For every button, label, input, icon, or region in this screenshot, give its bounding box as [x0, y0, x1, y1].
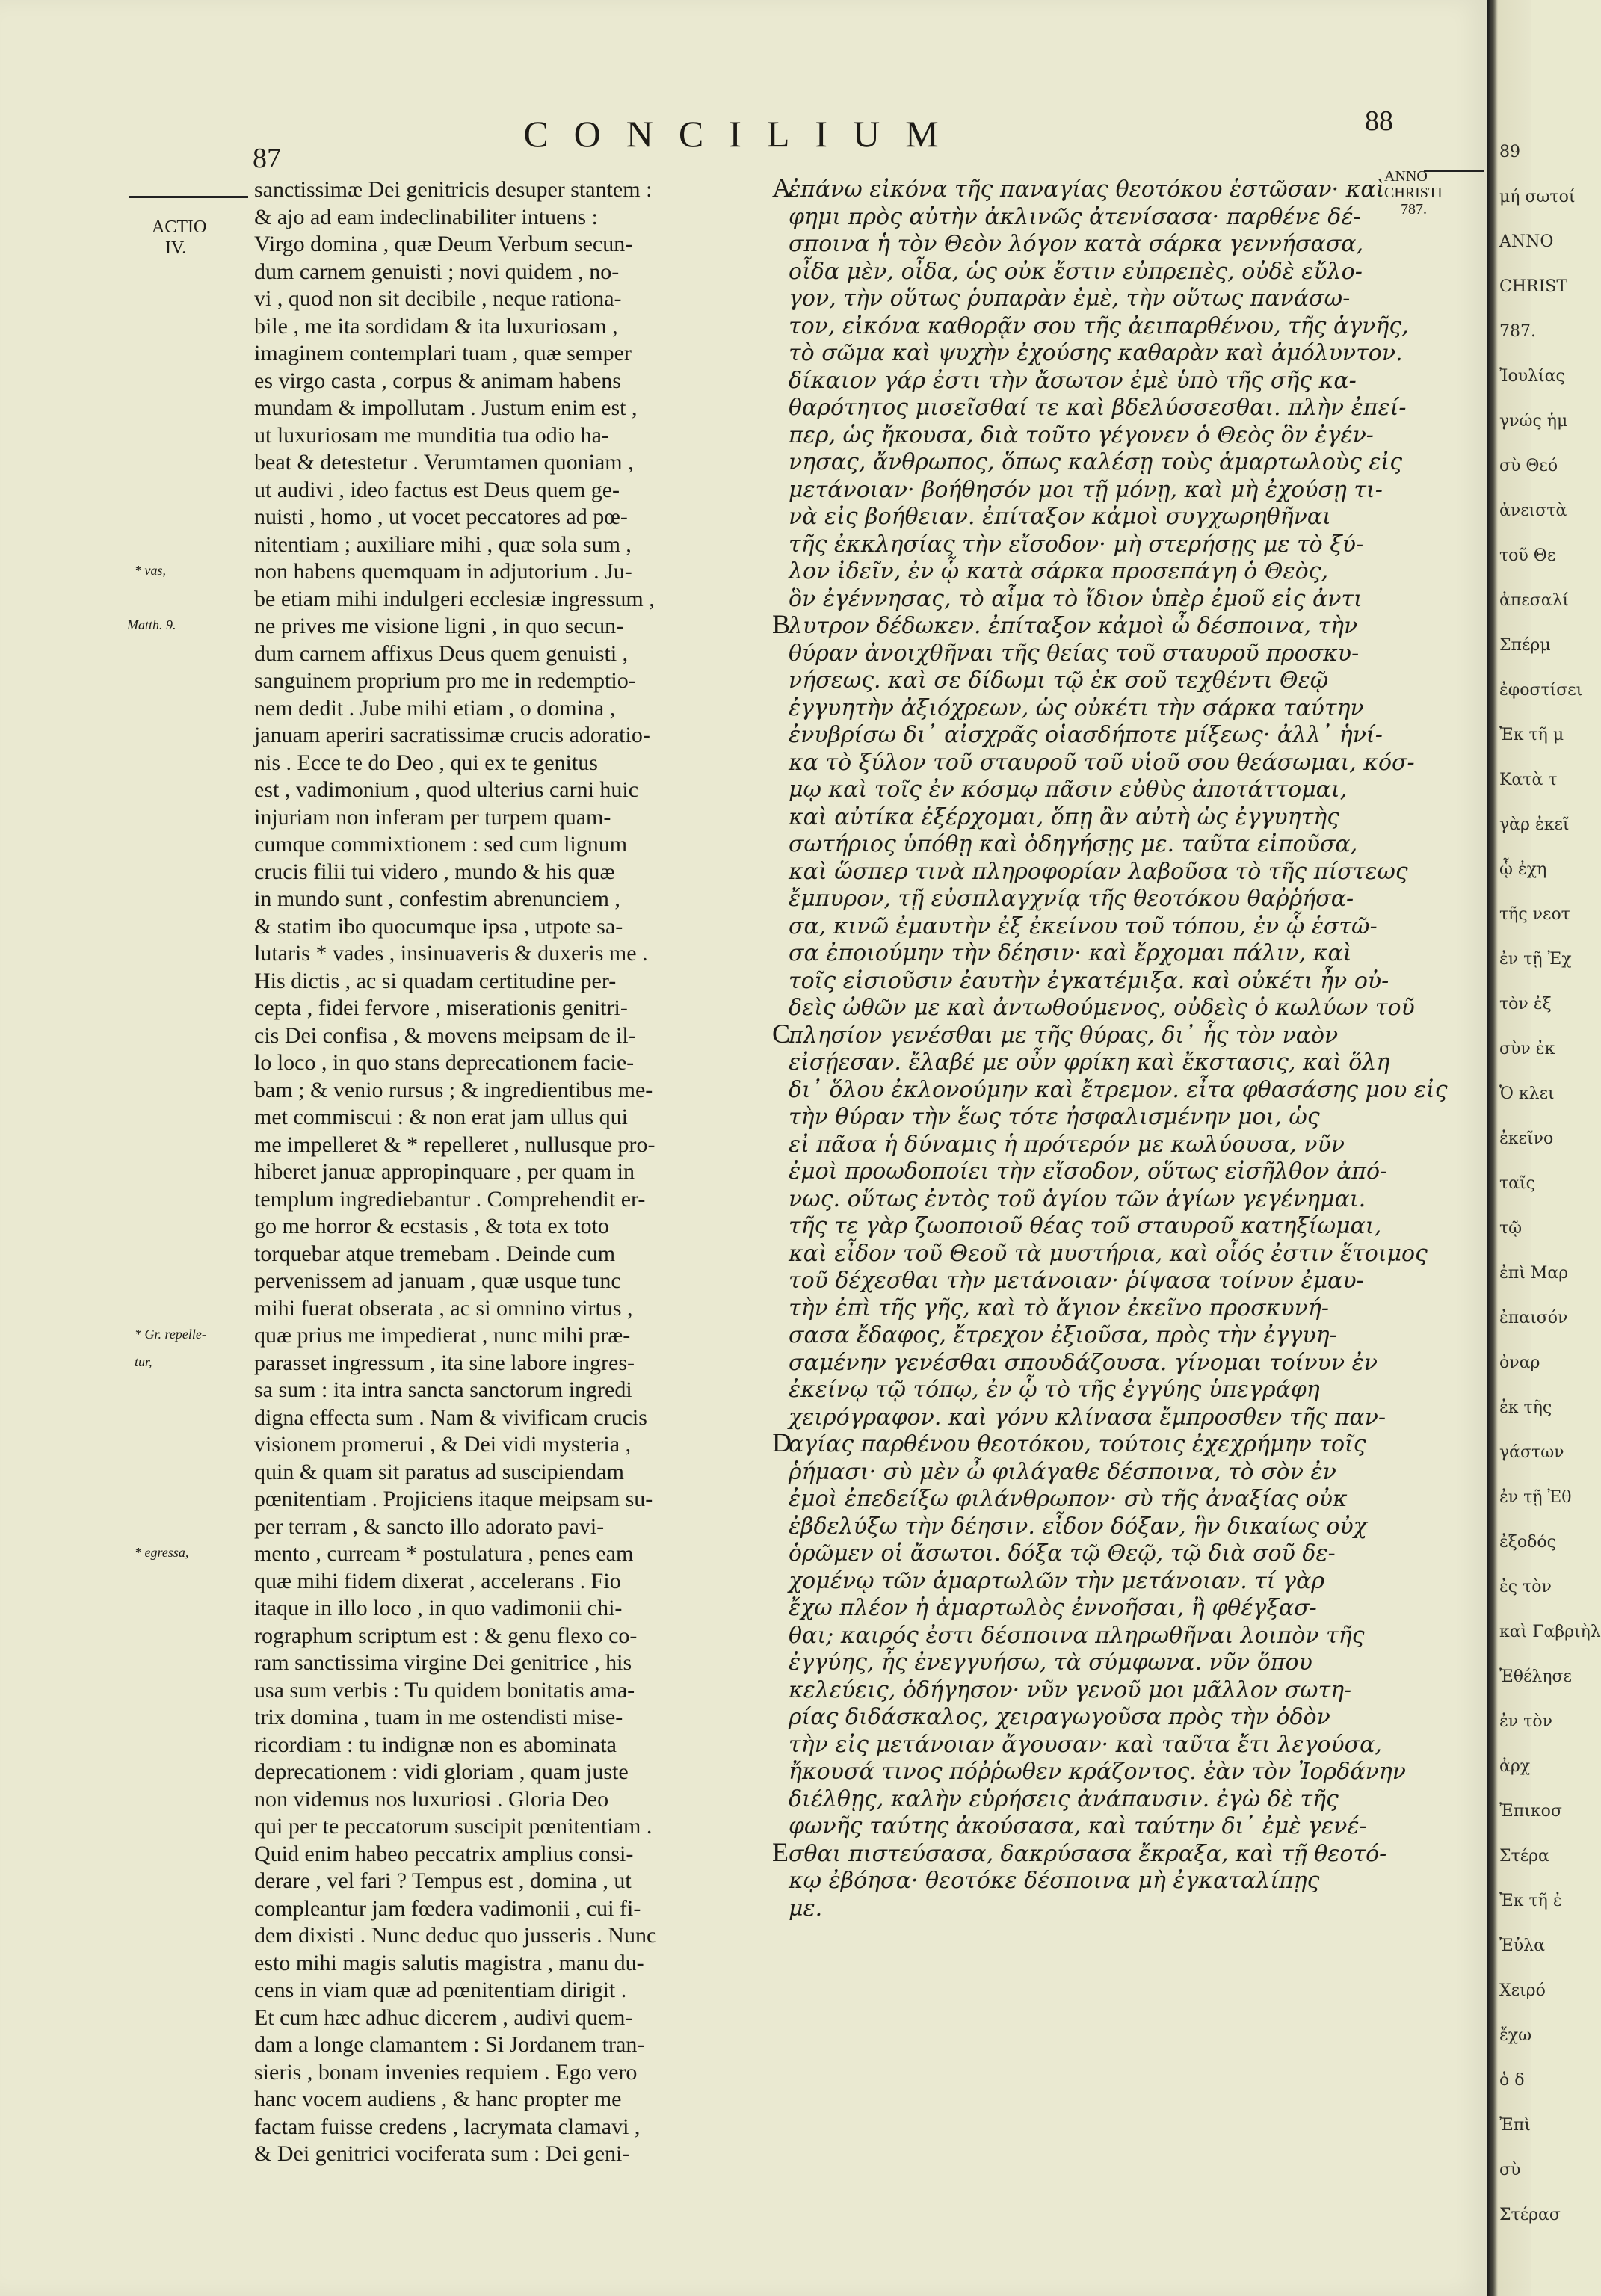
latin-text-line: pervenissem ad januam , quæ usque tunc	[254, 1268, 621, 1293]
latin-text-line: cepta , fidei fervore , miserationis genitri-	[254, 996, 628, 1020]
edge-fragment: ἐκεῖνο	[1499, 1129, 1554, 1148]
greek-text-line: μετάνοιαν· βοήθησόν μοι τῇ μόνῃ, καὶ μὴ ἐχούσῃ τι-	[789, 476, 1383, 503]
greek-text-line: τῆς ἐκκλησίας τὴν εἴσοδον· μὴ στερήσῃς με τὸ ξύ-	[789, 531, 1364, 558]
greek-text-line: γον, τὴν οὕτως ῥυπαρὰν ἐμὲ, τὴν οὕτως πανάσω-	[789, 286, 1351, 312]
greek-text-line: νως. οὕτως ἐντὸς τοῦ ἁγίου τῶν ἁγίων γεγένημαι.	[789, 1185, 1366, 1212]
edge-fragment: ᾧ ἐχη	[1499, 860, 1547, 879]
margin-note: * vas,	[135, 563, 166, 578]
latin-text-line: Et cum hæc adhuc dicerem , audivi quem-	[254, 2005, 633, 2030]
next-page-edge	[1487, 0, 1601, 2296]
greek-text-line: ἐμοὶ ἐπεδείξω φιλάνθρωπον· σὺ τῆς ἀναξίας οὐκ	[789, 1486, 1348, 1512]
latin-text-line: me impelleret & * repelleret , nullusque pro-	[254, 1132, 655, 1157]
edge-fragment: ANNO	[1499, 232, 1554, 251]
edge-fragment: ἀνειστὰ	[1499, 502, 1567, 520]
greek-text-line: κελεύεις, ὁδήγησον· νῦν γενοῦ μοι μᾶλλον σωτη-	[789, 1676, 1352, 1703]
greek-text-line: σα, κινῶ ἐμαυτὴν ἐξ ἐκείνου τοῦ τόπου, ἐν ᾧ ἑστῶ-	[789, 913, 1378, 939]
edge-fragment: ὀναρ	[1499, 1354, 1540, 1372]
section-letter: E	[772, 1836, 789, 1867]
latin-text-line: nis . Ecce te do Deo , qui ex te genitus	[254, 750, 598, 775]
greek-text-line: τοῦ δέχεσθαι τὴν μετάνοιαν· ῥίψασα τοίνυν ἐμαυ-	[789, 1268, 1364, 1294]
greek-text-line: ἔμπυρον, τῇ εὐσπλαγχνίᾳ τῆς θεοτόκου θαῤῥήσα-	[789, 886, 1354, 912]
greek-text-line: ἐγγύης, ἧς ἐνεγγυήσω, τὰ σύμφωνα. νῦν ὅπου	[789, 1650, 1312, 1676]
edge-fragment: ἐξοδός	[1499, 1533, 1556, 1552]
greek-text-line: φωνῆς ταύτης ἀκούσασα, καὶ ταύτην δι᾽ ἐμὲ γενέ-	[789, 1813, 1367, 1839]
latin-text-line: mundam & impollutam . Justum enim est ,	[254, 395, 638, 420]
greek-text-line: ἐνυβρίσω δι᾽ αἰσχρᾶς οἱασδήποτε μίξεως· ἀλλ᾽ ἡνί-	[789, 722, 1383, 748]
edge-fragment: Στέρα	[1499, 1847, 1549, 1866]
edge-fragment: σὺν ἐκ	[1499, 1040, 1555, 1058]
latin-text-line: visionem promerui , & Dei vidi mysteria ,	[254, 1432, 632, 1457]
latin-text-line: cumque commixtionem : sed cum lignum	[254, 832, 628, 857]
actio-label-line1: ACTIO	[152, 217, 207, 237]
actio-label	[152, 217, 206, 259]
latin-text-line: imaginem contemplari tuam , quæ semper	[254, 341, 632, 365]
latin-text-line: quæ prius me impedierat , nunc mihi præ-	[254, 1323, 631, 1348]
greek-text-line: δι᾽ ὅλου ἐκλονούμην καὶ ἔτρεμον. εἶτα φθασάσης μου εἰς	[789, 1076, 1448, 1103]
greek-text-line: ἐπάνω εἰκόνα τῆς παναγίας θεοτόκου ἑστῶσαν· καὶ	[789, 176, 1385, 203]
edge-fragment: καὶ Γαβριὴλ	[1499, 1623, 1601, 1641]
edge-fragment: Ἰουλίας	[1499, 367, 1565, 386]
greek-text-line: καὶ εἶδον τοῦ Θεοῦ τὰ μυστήρια, καὶ οἷός ἐστιν ἕτοιμος	[789, 1240, 1428, 1267]
latin-text-line: templum ingrediebantur . Comprehendit er-	[254, 1186, 646, 1212]
edge-fragment: ἐν τὸν	[1499, 1712, 1552, 1731]
greek-text-line: σα ἐποιούμην τὴν δέησιν· καὶ ἔρχομαι πάλιν, καὶ	[789, 940, 1352, 966]
edge-fragment: ἐκ τῆς	[1499, 1398, 1552, 1417]
latin-text-line: nem dedit . Jube mihi etiam , o domina ,	[254, 695, 616, 720]
greek-text-line: χειρόγραφον. καὶ γόνυ κλίνασα ἔμπροσθεν τῆς παν-	[789, 1404, 1386, 1431]
latin-text-line: & ajo ad eam indeclinabiliter intuens :	[254, 204, 598, 229]
greek-text-line: τὴν θύραν τὴν ἕως τότε ἠσφαλισμένην μοι, ὡς	[789, 1104, 1320, 1130]
greek-text-line: θαι; καιρός ἐστι δέσποινα πληρωθῆναι λοιπὸν τῆς	[789, 1622, 1365, 1649]
section-letter: D	[772, 1428, 792, 1457]
edge-fragment: Ἐκ τῆ μ	[1499, 726, 1564, 744]
latin-text-line: & statim ibo quocumque ipsa , utpote sa-	[254, 913, 623, 939]
greek-text-line: σαμένην γενέσθαι σπουδάζουσα. γίνομαι τοίνυν ἐν	[789, 1349, 1378, 1376]
greek-text-line: δεὶς ὠθῶν με καὶ ἀντωθούμενος, οὐδεὶς ὁ κωλύων τοῦ	[789, 995, 1415, 1021]
greek-text-line: ἐμοὶ προωδοποίει τὴν εἴσοδον, οὕτως εἰσῆλθον ἀπό-	[789, 1158, 1388, 1185]
latin-text-line: quin & quam sit paratus ad suscipiendam	[254, 1459, 624, 1484]
greek-text-line: σωτήριος ὑπόθῃ καὶ ὁδηγήσῃς με. ταῦτα εἰποῦσα,	[789, 831, 1358, 857]
greek-text-line: καὶ αὐτίκα ἐξέρχομαι, ὅπῃ ἂν αὐτὴ ὡς ἐγγυητὴς	[789, 803, 1340, 830]
latin-text-line: quæ mihi fidem dixerat , accelerans . Fio	[254, 1568, 621, 1593]
latin-text-line: in mundo sunt , confestim abrenunciem ,	[254, 886, 620, 911]
latin-text-line: compleantur jam fœdera vadimonii , cui fi-	[254, 1895, 641, 1921]
latin-text-line: sa sum : ita intra sancta sanctorum ingredi	[254, 1377, 632, 1402]
latin-text-line: pœnitentiam . Projiciens itaque meipsam su-	[254, 1487, 653, 1511]
latin-text-line: torquebar atque tremebam . Deinde cum	[254, 1241, 616, 1266]
latin-text-line: est , vadimonium , quod ulterius carni huic	[254, 777, 639, 802]
anno-label-line1: ANNO	[1384, 168, 1428, 185]
greek-text-line: τον, εἰκόνα καθορᾷν σου τῆς ἀειπαρθένου, τῆς ἁγνῆς,	[789, 312, 1409, 339]
latin-text-line: vi , quod non sit decibile , neque rationa-	[254, 286, 622, 311]
latin-text-line: hiberet januæ appropinquare , per quam in	[254, 1159, 635, 1184]
greek-text-line: διέλθῃς, καλὴν εὑρήσεις ἀνάπαυσιν. ἐγὼ δὲ τῆς	[789, 1786, 1339, 1812]
greek-text-line: λον ἰδεῖν, ἐν ᾧ κατὰ σάρκα προσεπάγη ὁ Θεὸς,	[789, 558, 1328, 584]
edge-fragment: γὰρ ἐκεῖ	[1499, 815, 1570, 834]
greek-text-line: ἐγγυητὴν ἀξιόχρεων, ὡς οὐκέτι τὴν σάρκα ταύτην	[789, 694, 1364, 721]
edge-fragment: ἐς τὸν	[1499, 1578, 1552, 1596]
greek-text-line: ἐκείνῳ τῷ τόπῳ, ἐν ᾧ τὸ τῆς ἐγγύης ὑπεγράφη	[789, 1377, 1320, 1403]
edge-fragment: μή σωτοί	[1499, 188, 1576, 206]
greek-text-line: εἰσῄεσαν. ἔλαβέ με οὖν φρίκη καὶ ἔκστασις, καὶ ὅλη	[789, 1049, 1390, 1076]
latin-text-line: His dictis , ac si quadam certitudine per-	[254, 968, 617, 993]
edge-fragment: ἀπεσαλί	[1499, 591, 1570, 610]
edge-fragment: ἔχω	[1499, 2026, 1532, 2045]
edge-fragment: Ἐπὶ	[1499, 2116, 1531, 2135]
latin-text-line: deprecationem : vidi gloriam , quam juste	[254, 1759, 629, 1784]
latin-text-line: injuriam non inferam per turpem quam-	[254, 804, 611, 830]
greek-text-line: δίκαιον γάρ ἐστι τὴν ἄσωτον ἐμὲ ὑπὸ τῆς σῆς κα-	[789, 367, 1357, 394]
edge-fragment: 787.	[1499, 322, 1536, 341]
latin-text-line: non habens quemquam in adjutorium . Ju-	[254, 559, 632, 584]
greek-text-line: ὁρῶμεν οἱ ἄσωτοι. δόξα τῷ Θεῷ, τῷ διὰ σοῦ δε-	[789, 1540, 1336, 1567]
latin-text-line: ut audivi , ideo factus est Deus quem ge-	[254, 477, 620, 502]
latin-text-line: & Dei genitrici vociferata sum : Dei geni-	[254, 2141, 630, 2166]
greek-text-line: ἔχω πλέον ἡ ἁμαρτωλὸς ἐννοῆσαι, ἢ φθέγξασ-	[789, 1595, 1317, 1621]
edge-fragment: ταῖς	[1499, 1174, 1535, 1193]
latin-text-line: crucis filii tui videro , mundo & his quæ	[254, 859, 615, 884]
latin-text-line: dum carnem affixus Deus quem genuisti ,	[254, 641, 629, 666]
latin-text-line: januam aperiri sacratissimæ crucis adoratio-	[254, 723, 650, 747]
edge-fragment: Κατὰ τ	[1499, 771, 1558, 789]
anno-label-line2: CHRISTI	[1384, 185, 1443, 201]
latin-text-line: cis Dei confisa , & movens meipsam de il-	[254, 1022, 636, 1048]
edge-fragment: 89	[1499, 143, 1520, 161]
latin-text-line: derare , vel fari ? Tempus est , domina , ut	[254, 1868, 632, 1893]
section-letter: C	[772, 1018, 791, 1049]
greek-text-line: ρίας διδάσκαλος, χειραγωγοῦσα πρὸς τὴν ὁδὸν	[789, 1704, 1330, 1730]
latin-text-line: ricordiam : tu indignæ non es abominata	[254, 1732, 617, 1757]
greek-text-line: τῆς τε γὰρ ζωοποιοῦ θέας τοῦ σταυροῦ κατηξίωμαι,	[789, 1213, 1382, 1239]
greek-text-line: τὸ σῶμα καὶ ψυχὴν ἐχούσης καθαρὰν καὶ ἀμόλυντον.	[789, 340, 1403, 366]
latin-text-line: parasset ingressum , ita sine labore ingres-	[254, 1350, 635, 1375]
greek-text-line: πλησίον γενέσθαι με τῆς θύρας, δι᾽ ἧς τὸν ναὸν	[789, 1022, 1339, 1049]
edge-fragment: ὁ δ	[1499, 2071, 1525, 2090]
latin-text-line: ut luxuriosam me munditia tua odio ha-	[254, 422, 609, 448]
greek-text-line: με.	[789, 1895, 823, 1922]
latin-text-line: non videmus nos luxuriosi . Gloria Deo	[254, 1786, 609, 1812]
latin-text-line: per terram , & sancto illo adorato pavi-	[254, 1513, 605, 1539]
latin-text-line: beat & detestetur . Verumtamen quoniam ,	[254, 450, 634, 475]
left-column-number: 87	[253, 143, 281, 174]
greek-text-line: σασα ἔδαφος, ἔτρεχον ἐξιοῦσα, πρὸς τὴν ἐγγυη-	[789, 1322, 1337, 1348]
latin-text-line: sieris , bonam invenies requiem . Ego vero	[254, 2059, 638, 2084]
margin-note: Matth. 9.	[127, 617, 176, 632]
edge-fragment: τῷ	[1499, 1219, 1523, 1238]
latin-text-line: dem dixisti . Nunc deduc quo jusseris . Nunc	[254, 1923, 657, 1948]
edge-fragment: γάστων	[1499, 1443, 1564, 1462]
greek-text-line: τὴν ἐπὶ τῆς γῆς, καὶ τὸ ἅγιον ἐκεῖνο προσκυνή-	[789, 1294, 1329, 1321]
latin-text-line: nitentiam ; auxiliare mihi , quæ sola sum ,	[254, 531, 632, 557]
greek-text-line: νὰ εἰς βοήθειαν. ἐπίταξον κἀμοὶ συγχωρηθῆναι	[789, 504, 1331, 530]
greek-text-line: ὃν ἐγέννησας, τὸ αἷμα τὸ ἴδιον ὑπὲρ ἐμοῦ εἰς ἀντι	[789, 585, 1363, 612]
latin-text-line: be etiam mihi indulgeri ecclesiæ ingressum ,	[254, 586, 655, 611]
greek-text-line: μῳ καὶ τοῖς ἐν κόσμῳ πᾶσιν εὐθὺς ἀποτάττομαι,	[789, 777, 1348, 803]
edge-fragment: γνώς ἡμ	[1499, 412, 1568, 430]
edge-fragment: Σπέρμ	[1499, 636, 1551, 655]
latin-text-line: hanc vocem audiens , & hanc propter me	[254, 2087, 622, 2111]
latin-text-line: esto mihi magis salutis magistra , manu du-	[254, 1950, 644, 1975]
latin-text-line: lutaris * vades , insinuaveris & duxeris me .	[254, 941, 648, 966]
edge-fragment: Ἐπικοσ	[1499, 1802, 1562, 1821]
greek-text-line: ῥήμασι· σὺ μὲν ὦ φιλάγαθε δέσποινα, τὸ σὸν ἐν	[789, 1458, 1336, 1485]
edge-fragment: Ὁ κλει	[1499, 1084, 1555, 1103]
latin-text-column	[254, 176, 774, 2168]
greek-text-line: ἐβδελύξω τὴν δέησιν. εἶδον δόξαν, ἣν δικαίως οὐχ	[789, 1513, 1367, 1540]
edge-fragment: ἐν τῇ Ἐθ	[1499, 1488, 1572, 1507]
edge-fragment: τῆς νεοτ	[1499, 905, 1570, 924]
margin-note: * egressa,	[135, 1545, 189, 1560]
latin-text-line: mihi fuerat obserata , ac si omnino virtus ,	[254, 1295, 633, 1321]
greek-text-line: σθαι πιστεύσασα, δακρύσασα ἔκραξα, καὶ τῇ θεοτό-	[789, 1840, 1387, 1867]
greek-text-line: νήσεως. καὶ σε δίδωμι τῷ ἐκ σοῦ τεχθέντι Θεῷ	[789, 667, 1329, 694]
greek-text-line: θύραν ἀνοιχθῆναι τῆς θείας τοῦ σταυροῦ προσκυ-	[789, 640, 1360, 667]
greek-text-line: εἰ πᾶσα ἡ δύναμις ἡ πρότερόν με κωλύουσα, νῦν	[789, 1131, 1345, 1158]
latin-text-line: rographum scriptum est : & genu flexo co-	[254, 1623, 638, 1648]
greek-text-line: αγίας παρθένου θεοτόκου, τούτοις ἐχεχρήμην τοῖς	[789, 1431, 1366, 1457]
latin-text-line: qui per te peccatorum suscipit pœnitentiam .	[254, 1814, 653, 1839]
greek-text-line: οἶδα μὲν, οἶδα, ὡς οὐκ ἔστιν εὐπρεπὲς, οὐδὲ εὔλο-	[789, 258, 1363, 285]
anno-label-line3: 787.	[1401, 201, 1427, 217]
greek-text-line: τοῖς εἰσιοῦσιν ἐαυτὴν ἐγκατέμιξα. καὶ οὐκέτι ἦν οὐ-	[789, 967, 1389, 994]
edge-fragment: τοῦ Θε	[1499, 546, 1556, 565]
section-letter: B	[772, 609, 791, 639]
latin-text-line: nuisti , homo , ut vocet peccatores ad pœ-	[254, 504, 628, 529]
latin-text-line: sanctissimæ Dei genitricis desuper stantem :	[254, 177, 653, 202]
running-head: CONCILIUM	[523, 113, 964, 155]
actio-label-line2: IV.	[165, 238, 187, 258]
greek-text-line: περ, ὡς ἤκουσα, διὰ τοῦτο γέγονεν ὁ Θεὸς ὃν ἐγέν-	[789, 422, 1374, 448]
edge-fragment: CHRIST	[1499, 277, 1568, 296]
edge-fragment: σὺ Θεό	[1499, 457, 1558, 475]
edge-fragment: Ἐὐλα	[1499, 1937, 1545, 1955]
greek-text-line: νησας, ἄνθρωπος, ὅπως καλέσῃ τοὺς ἁμαρτωλοὺς εἰς	[789, 449, 1403, 475]
edge-fragment: ἀρχ	[1499, 1757, 1531, 1776]
latin-text-line: factam fuisse credens , lacrymata clamavi ,	[254, 2114, 641, 2139]
latin-text-line: dam a longe clamantem : Si Jordanem tran-	[254, 2032, 645, 2057]
latin-text-line: met commiscui : & non erat jam ullus qui	[254, 1105, 628, 1129]
section-letter: A	[772, 173, 792, 203]
edge-fragment: Χειρό	[1499, 1981, 1546, 2000]
latin-text-line: usa sum verbis : Tu quidem bonitatis ama-	[254, 1677, 635, 1703]
greek-text-line: ἤκουσά τινος πόῤῥωθεν κράζοντος. ἐὰν τὸν Ἰορδάνην	[789, 1759, 1406, 1785]
latin-text-line: bile , me ita sordidam & ita luxuriosam ,	[254, 313, 618, 339]
right-column-number: 88	[1365, 105, 1393, 137]
latin-text-line: sanguinem proprium pro me in redemptio-	[254, 668, 636, 693]
margin-note: tur,	[135, 1354, 152, 1369]
greek-text-line: φημι πρὸς αὐτὴν ἀκλινῶς ἀτενίσασα· παρθένε δέ-	[789, 203, 1361, 230]
greek-text-line: θαρότητος μισεῖσθαί τε καὶ βδελύσσεσθαι. πλὴν ἐπεί-	[789, 395, 1407, 421]
greek-text-line: κα τὸ ξύλον τοῦ σταυροῦ τοῦ υἱοῦ σου θεάσωμαι, κόσ-	[789, 749, 1415, 776]
greek-text-line: κῳ ἐβόησα· θεοτόκε δέσποινα μὴ ἐγκαταλίπῃς	[789, 1868, 1320, 1894]
edge-fragment: Στέρασ	[1499, 2206, 1561, 2224]
edge-fragment: ἐν τῇ Ἐχ	[1499, 950, 1572, 969]
greek-text-line: τὴν εἰς μετάνοιαν ἄγουσαν· καὶ ταῦτα ἔτι λεγούσα,	[789, 1731, 1382, 1758]
latin-text-line: cens in viam quæ ad pœnitentiam dirigit .	[254, 1978, 627, 2002]
greek-text-line: καὶ ὥσπερ τινὰ πληροφορίαν λαβοῦσα τὸ τῆς πίστεως	[789, 858, 1408, 885]
greek-text-line: χομένῳ τῶν ἁμαρτωλῶν τὴν μετάνοιαν. τί γὰρ	[789, 1567, 1325, 1594]
edge-fragment: Ἐκ τῆ ἐ	[1499, 1892, 1562, 1910]
latin-text-line: mento , curream * postulatura , penes eam	[254, 1541, 634, 1566]
edge-fragment: ἐφοστίσει	[1499, 681, 1583, 700]
latin-text-line: bam ; & venio rursus ; & ingredientibus me-	[254, 1077, 653, 1102]
latin-text-line: es virgo casta , corpus & animam habens	[254, 368, 621, 393]
latin-text-line: digna effecta sum . Nam & vivificam crucis	[254, 1404, 647, 1430]
latin-text-line: trix domina , tuam in me ostendisti mise-	[254, 1705, 623, 1729]
edge-fragment: ἐπὶ Μαρ	[1499, 1264, 1569, 1283]
latin-text-line: itaque in illo loco , in quo vadimonii chi-	[254, 1596, 623, 1620]
edge-fragment: τὸν ἐξ	[1499, 995, 1552, 1013]
latin-text-line: ram sanctissima virgine Dei genitrice , his	[254, 1650, 632, 1675]
greek-text-line: λυτρον δέδωκεν. ἐπίταξον κἀμοὶ ὦ δέσποινα, τὴν	[789, 613, 1358, 639]
edge-fragment: ἐπαισόν	[1499, 1309, 1568, 1327]
latin-text-line: go me horror & ecstasis , & tota ex toto	[254, 1214, 609, 1238]
edge-fragment: Ἐθέλησε	[1499, 1667, 1572, 1686]
edge-fragment: σὺ	[1499, 2161, 1521, 2179]
margin-note: * Gr. repelle-	[135, 1327, 206, 1342]
latin-text-line: Quid enim habeo peccatrix amplius consi-	[254, 1841, 634, 1866]
latin-text-line: Virgo domina , quæ Deum Verbum secun-	[254, 232, 633, 256]
latin-text-line: dum carnem genuisti ; novi quidem , no-	[254, 259, 620, 284]
greek-text-line: σποινα ἡ τὸν Θεὸν λόγον κατὰ σάρκα γεννήσασα,	[789, 231, 1364, 257]
left-header-rule	[129, 196, 248, 198]
latin-text-line: lo loco , in quo stans deprecationem facie-	[254, 1050, 635, 1075]
latin-text-line: ne prives me visione ligni , in quo secun-	[254, 614, 624, 638]
